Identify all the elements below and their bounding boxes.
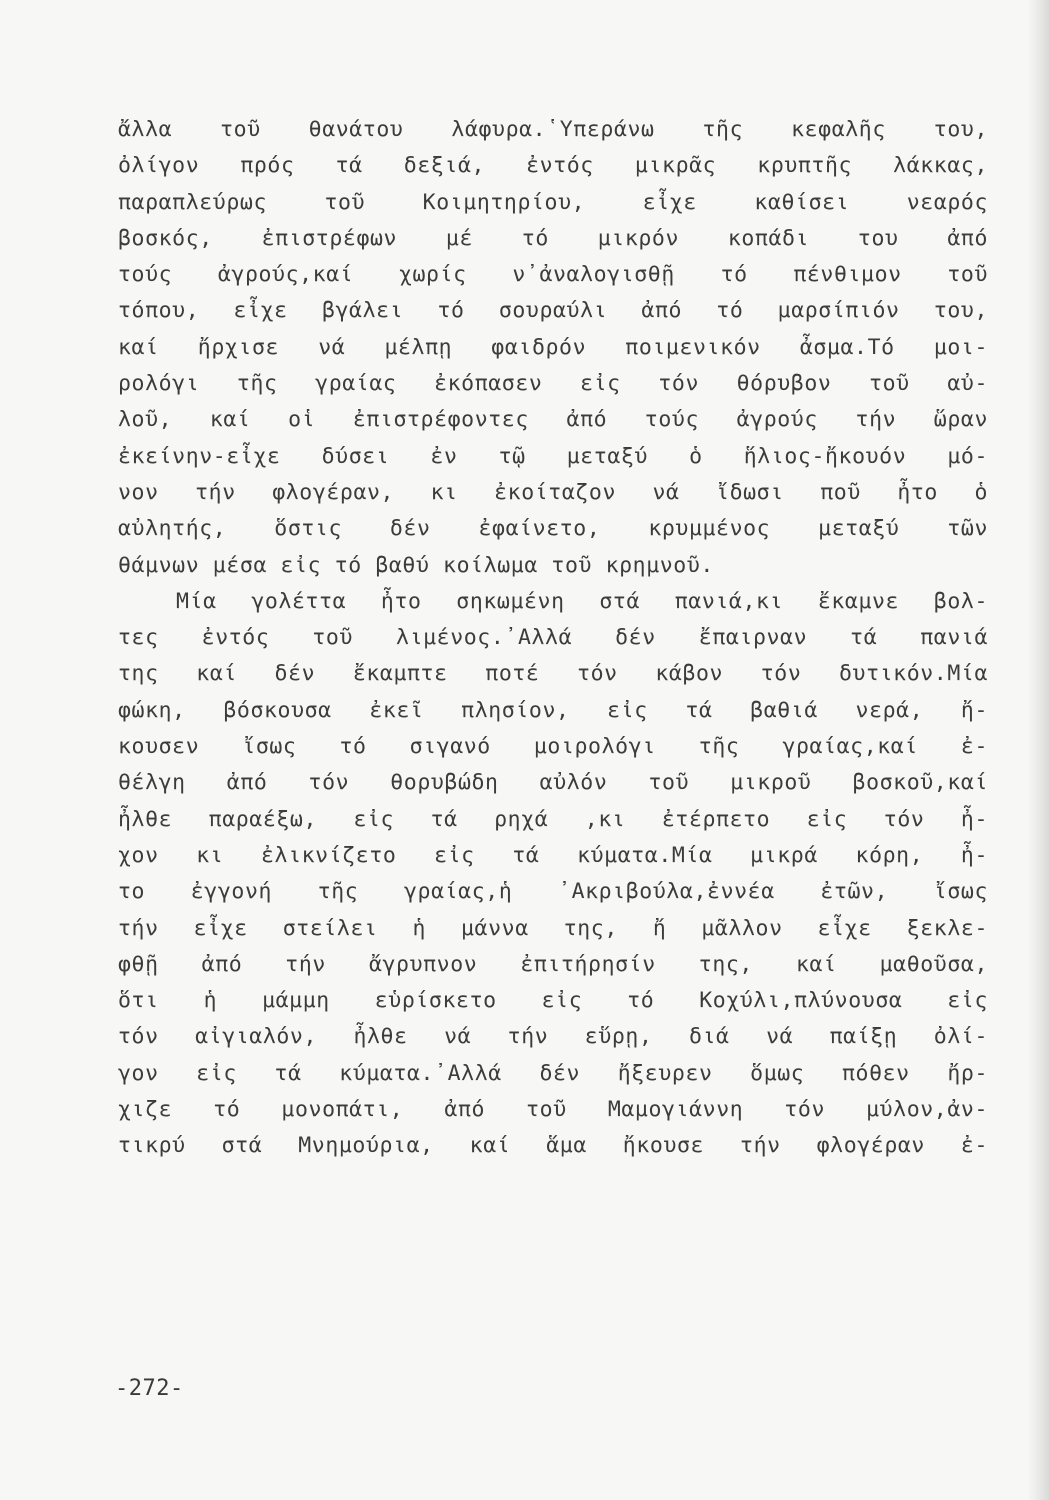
text-line: φθῇ ἀπό τήν ἄγρυπνον ἐπιτήρησίν της, καί μαθοῦσα, [118,951,988,977]
text-line: τήν εἶχε στείλει ἡ μάννα της, ἤ μᾶλλον εἶχε ξεκλε- [118,915,988,941]
text-line: ἐκείνην-εἶχε δύσει ἐν τῷ μεταξύ ὁ ἥλιος-ἤκουόν μό- [118,443,988,469]
text-line: χιζε τό μονοπάτι, ἀπό τοῦ Μαμογιάννη τόν μύλον,ἀν- [118,1097,988,1123]
text-line: τούς ἀγρούς,καί χωρίς ν᾿ἀναλογισθῇ τό πένθιμον τοῦ [118,262,988,288]
text-line: ὀλίγον πρός τά δεξιά, ἐντός μικρᾶς κρυπτῆς λάκκας, [118,153,988,179]
text-line: το ἐγγονή τῆς γραίας,ἡ ᾿Ακριβούλα,ἐννέα ἐτῶν, ἴσως [118,879,988,905]
body-text [118,112,988,1165]
text-line: καί ἤρχισε νά μέλπῃ φαιδρόν ποιμενικόν ἆσμα.Τό μοι- [118,334,988,360]
text-line: λοῦ, καί οἱ ἐπιστρέφοντες ἀπό τούς ἀγρούς τήν ὥραν [118,407,988,433]
page-number: -272- [115,1376,184,1401]
text-line: χον κι ἐλικνίζετο εἰς τά κύματα.Μία μικρά κόρη, ἦ- [118,842,988,868]
text-line: τικρύ στά Μνημούρια, καί ἅμα ἤκουσε τήν φλογέραν ἐ- [118,1133,988,1159]
text-line: της καί δέν ἔκαμπτε ποτέ τόν κάβον τόν δυτικόν.Μία [118,661,988,687]
text-line: ἄλλα τοῦ θανάτου λάφυρα.῾Υπεράνω τῆς κεφαλῆς του, [118,117,988,142]
text-line: θάμνων μέσα εἰς τό βαθύ κοίλωμα τοῦ κρημνοῦ. [118,552,714,578]
text-line: νον τήν φλογέραν, κι ἐκοίταζον νά ἴδωσι ποῦ ἦτο ὁ [118,479,988,505]
text-line: θέλγη ἀπό τόν θορυβώδη αὐλόν τοῦ μικροῦ βοσκοῦ,καί [118,770,988,796]
paragraph-start-line: Μία γολέττα ἦτο σηκωμένη στά πανιά,κι ἔκαμνε βολ- [176,588,988,614]
text-line: κουσεν ἴσως τό σιγανό μοιρολόγι τῆς γραίας,καί ἐ- [118,734,988,760]
text-line: τες ἐντός τοῦ λιμένος.᾿Αλλά δέν ἔπαιρναν τά πανιά [118,625,988,651]
text-line: παραπλεύρως τοῦ Κοιμητηρίου, εἶχε καθίσει νεαρός [118,189,988,215]
text-line: τόπου, εἶχε βγάλει τό σουραύλι ἀπό τό μαρσίπιόν του, [118,298,988,324]
page-edge-shadow [1027,0,1049,1500]
text-line: αὐλητής, ὅστις δέν ἐφαίνετο, κρυμμένος μεταξύ τῶν [118,516,988,542]
text-line: τόν αἰγιαλόν, ἦλθε νά τήν εὕρῃ, διά νά παίξῃ ὀλί- [118,1024,988,1050]
text-line: βοσκός, ἐπιστρέφων μέ τό μικρόν κοπάδι του ἀπό [118,225,988,251]
text-line: γον εἰς τά κύματα.᾿Αλλά δέν ἤξευρεν ὅμως πόθεν ἤρ- [118,1060,988,1086]
text-line: ρολόγι τῆς γραίας ἐκόπασεν εἰς τόν θόρυβον τοῦ αὐ- [118,371,988,397]
text-line: φώκη, βόσκουσα ἐκεῖ πλησίον, εἰς τά βαθιά νερά, ἤ- [118,697,988,723]
text-line: ἦλθε παραέξω, εἰς τά ρηχά ,κι ἐτέρπετο εἰς τόν ἦ- [118,806,988,832]
text-line: ὅτι ἡ μάμμη εὑρίσκετο εἰς τό Κοχύλι,πλύνουσα εἰς [118,988,988,1014]
